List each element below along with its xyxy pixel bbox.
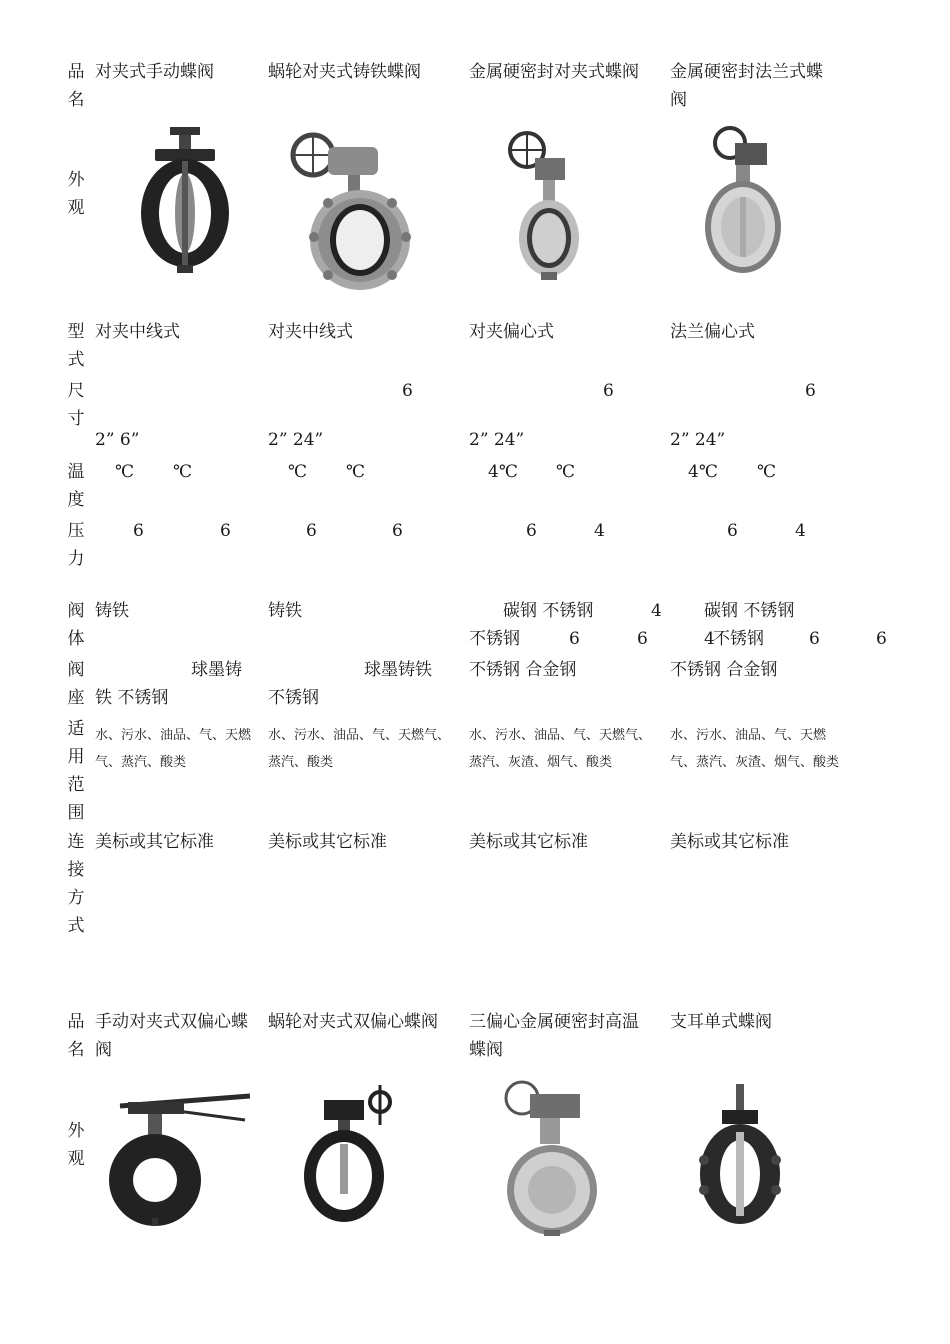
product-name: 手动对夹式双偏心蝶阀 xyxy=(95,1012,248,1060)
size-note: 6 xyxy=(603,381,614,401)
body-material: 碳钢 不锈钢 xyxy=(503,601,594,621)
type-value: 对夹偏心式 xyxy=(469,322,554,342)
label-size: 尺寸 xyxy=(67,381,85,429)
size-range: 2” 24” xyxy=(670,430,726,450)
body-material: 铸铁 xyxy=(95,601,129,621)
temp-min: 4℃ xyxy=(488,462,518,482)
body-material-note: 6 xyxy=(637,629,648,649)
body-material-note: 4 xyxy=(704,629,715,649)
manual-wafer-butterfly-valve-image xyxy=(130,125,240,275)
pressure-a: 6 xyxy=(526,521,537,541)
scope-text: 水、污水、油品、气、天燃气、蒸汽、灰渣、烟气、酸类 xyxy=(469,728,652,770)
seat-material-line2: 不锈钢 xyxy=(268,688,319,708)
size-range: 2” 6” xyxy=(95,430,140,450)
body-material-note: 6 xyxy=(569,629,580,649)
scope-text: 水、污水、油品、气、天燃气、蒸汽、酸类 xyxy=(95,728,252,770)
body-material: 碳钢 不锈钢 xyxy=(704,601,795,621)
metal-seated-wafer-butterfly-valve-image xyxy=(505,128,585,283)
temp-max: ℃ xyxy=(757,462,777,482)
type-value: 对夹中线式 xyxy=(95,322,180,342)
label-body: 阀体 xyxy=(67,601,85,649)
product-name: 三偏心金属硬密封高温蝶阀 xyxy=(469,1012,639,1060)
label-temperature: 温度 xyxy=(67,462,85,510)
temp-min: 4℃ xyxy=(688,462,718,482)
temp-min: ℃ xyxy=(115,462,135,482)
size-note: 6 xyxy=(805,381,816,401)
product-name: 对夹式手动蝶阀 xyxy=(95,62,214,82)
body-material: 铸铁 xyxy=(268,601,302,621)
label-scope: 适用范围 xyxy=(67,719,85,823)
connection-value: 美标或其它标准 xyxy=(268,832,387,852)
label-name: 品名 xyxy=(67,62,85,110)
body-material-note: 4 xyxy=(651,601,662,621)
label-appearance: 外观 xyxy=(67,170,85,218)
body-material-line2: 不锈钢 xyxy=(469,629,520,649)
scope-text: 水、污水、油品、气、天燃气、蒸汽、酸类 xyxy=(268,728,451,770)
temp-max: ℃ xyxy=(556,462,576,482)
temp-max: ℃ xyxy=(346,462,366,482)
temp-max: ℃ xyxy=(173,462,193,482)
product-name: 金属硬密封法兰式蝶阀 xyxy=(670,62,823,110)
connection-value: 美标或其它标准 xyxy=(670,832,789,852)
seat-material-line2: 铁 不锈钢 xyxy=(95,688,169,708)
pressure-b: 6 xyxy=(220,521,231,541)
product-name: 蜗轮对夹式双偏心蝶阀 xyxy=(268,1012,438,1032)
seat-material: 不锈钢 合金钢 xyxy=(469,660,577,680)
temp-min: ℃ xyxy=(288,462,308,482)
type-value: 对夹中线式 xyxy=(268,322,353,342)
triple-offset-high-temp-butterfly-valve-image xyxy=(500,1078,610,1238)
connection-value: 美标或其它标准 xyxy=(469,832,588,852)
manual-double-offset-butterfly-valve-image xyxy=(100,1088,250,1228)
label-seat: 阀座 xyxy=(67,660,85,708)
seat-material: 球墨铸 xyxy=(191,660,242,680)
seat-material: 球墨铸铁 xyxy=(364,660,432,680)
size-range: 2” 24” xyxy=(268,430,324,450)
label-connection: 连接方式 xyxy=(67,832,85,936)
single-lug-butterfly-valve-image xyxy=(698,1082,783,1232)
product-name: 蜗轮对夹式铸铁蝶阀 xyxy=(268,62,421,82)
body-material-note: 6 xyxy=(809,629,820,649)
pressure-a: 6 xyxy=(133,521,144,541)
body-material-line2: 不锈钢 xyxy=(713,629,764,649)
size-range: 2” 24” xyxy=(469,430,525,450)
pressure-a: 6 xyxy=(306,521,317,541)
pressure-a: 6 xyxy=(727,521,738,541)
label-type: 型式 xyxy=(67,322,85,370)
size-note: 6 xyxy=(402,381,413,401)
worm-gear-double-offset-butterfly-valve-image xyxy=(302,1080,397,1230)
connection-value: 美标或其它标准 xyxy=(95,832,214,852)
product-name: 支耳单式蝶阀 xyxy=(670,1012,772,1032)
worm-gear-lug-butterfly-valve-image xyxy=(288,125,413,295)
body-material-note: 6 xyxy=(876,629,887,649)
pressure-b: 6 xyxy=(392,521,403,541)
pressure-b: 4 xyxy=(594,521,605,541)
seat-material: 不锈钢 合金钢 xyxy=(670,660,778,680)
label-pressure: 压力 xyxy=(67,521,85,569)
type-value: 法兰偏心式 xyxy=(670,322,755,342)
product-name: 金属硬密封对夹式蝶阀 xyxy=(469,62,639,82)
metal-seated-flanged-butterfly-valve-image xyxy=(700,125,785,275)
label-appearance-2: 外观 xyxy=(67,1121,85,1169)
pressure-b: 4 xyxy=(795,521,806,541)
label-name-2: 品名 xyxy=(67,1012,85,1060)
scope-text: 水、污水、油品、气、天燃气、蒸汽、灰渣、烟气、酸类 xyxy=(670,728,840,770)
